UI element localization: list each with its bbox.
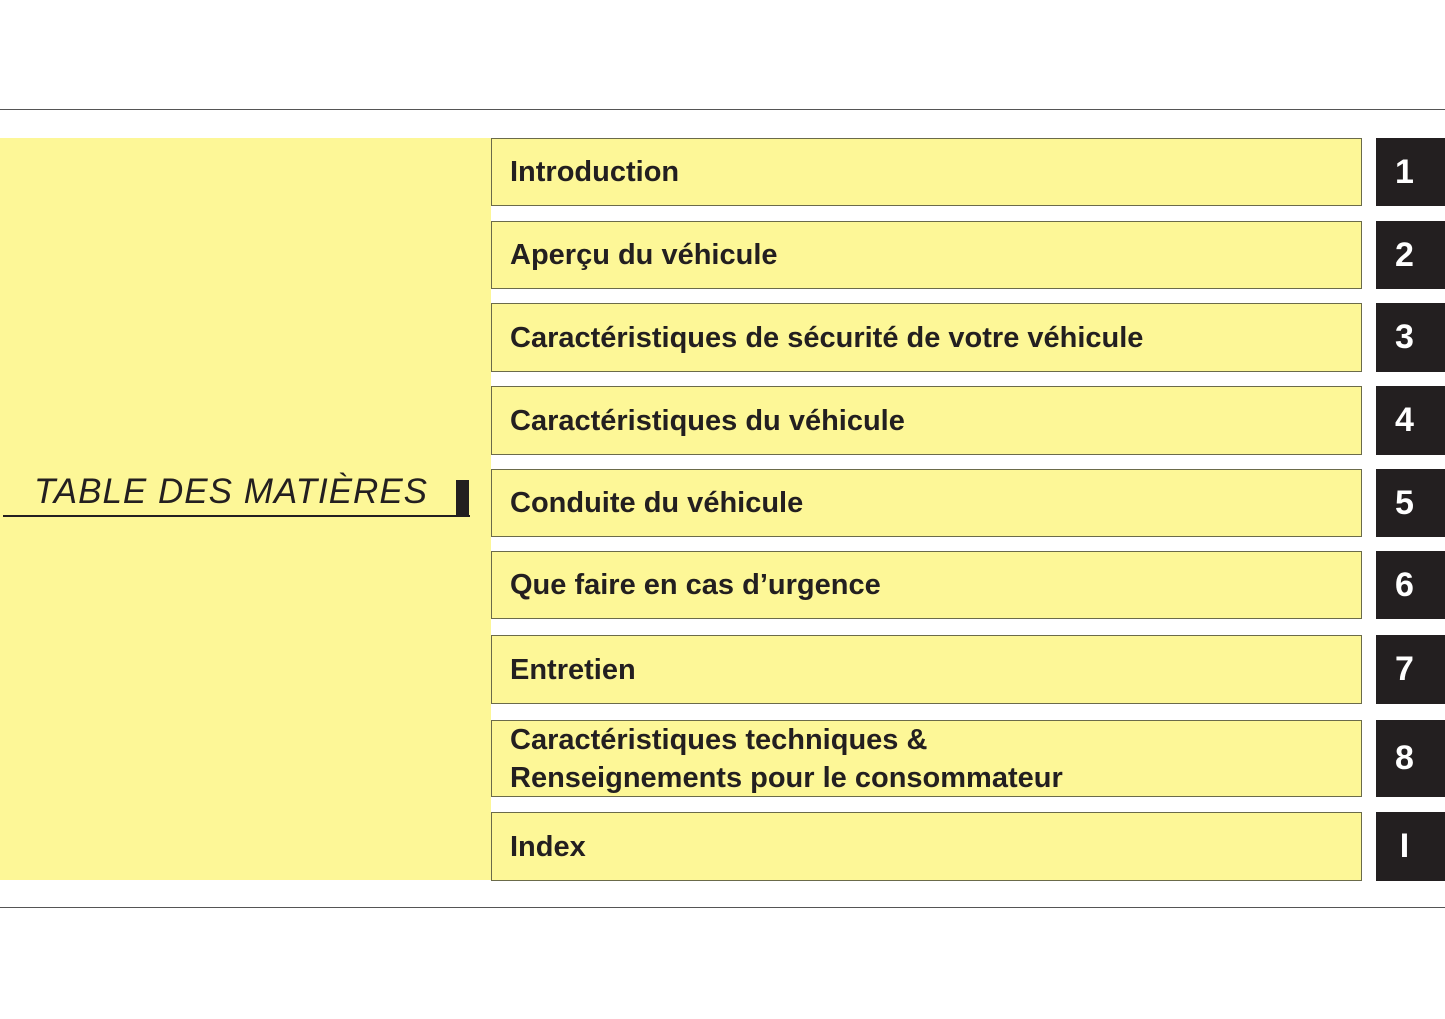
chapter-tab-index[interactable]: I bbox=[1376, 812, 1445, 881]
toc-entry-vehicle-overview[interactable] bbox=[491, 221, 1362, 289]
toc-entry-maintenance[interactable] bbox=[491, 635, 1362, 704]
toc-entry-driving[interactable] bbox=[491, 469, 1362, 537]
toc-entry-label: Caractéristiques de sécurité de votre véhicule bbox=[510, 321, 1144, 354]
chapter-tab-7[interactable]: 7 bbox=[1376, 635, 1445, 704]
toc-entry-label: Caractéristiques techniques & Renseignements pour le consommateur bbox=[510, 723, 1063, 794]
toc-title: TABLE DES MATIÈRES bbox=[34, 472, 429, 511]
toc-entry-label: Conduite du véhicule bbox=[510, 487, 804, 519]
toc-entry-label: Aperçu du véhicule bbox=[510, 239, 778, 271]
toc-entry-introduction[interactable] bbox=[491, 138, 1362, 206]
toc-entry-label: Que faire en cas d’urgence bbox=[510, 569, 881, 601]
toc-entry-label: Caractéristiques du véhicule bbox=[510, 404, 905, 437]
toc-entry-safety-features[interactable] bbox=[491, 303, 1362, 372]
toc-entry-label: Index bbox=[510, 830, 586, 863]
toc-entry-vehicle-features[interactable] bbox=[491, 386, 1362, 455]
chapter-tab-1[interactable]: 1 bbox=[1376, 138, 1445, 206]
chapter-tab-4[interactable]: 4 bbox=[1376, 386, 1445, 455]
title-marker bbox=[456, 480, 469, 517]
chapter-tab-8[interactable]: 8 bbox=[1376, 720, 1445, 797]
toc-entry-emergency[interactable] bbox=[491, 551, 1362, 619]
top-rule bbox=[0, 109, 1445, 110]
chapter-tab-3[interactable]: 3 bbox=[1376, 303, 1445, 372]
chapter-tab-2[interactable]: 2 bbox=[1376, 221, 1445, 289]
toc-entry-specifications[interactable] bbox=[491, 720, 1362, 797]
chapter-tab-5[interactable]: 5 bbox=[1376, 469, 1445, 537]
title-underline bbox=[3, 515, 470, 517]
chapter-tab-6[interactable]: 6 bbox=[1376, 551, 1445, 619]
toc-entry-index[interactable] bbox=[491, 812, 1362, 881]
bottom-rule bbox=[0, 907, 1445, 908]
toc-entry-label: Introduction bbox=[510, 156, 680, 188]
toc-entry-label: Entretien bbox=[510, 653, 636, 686]
